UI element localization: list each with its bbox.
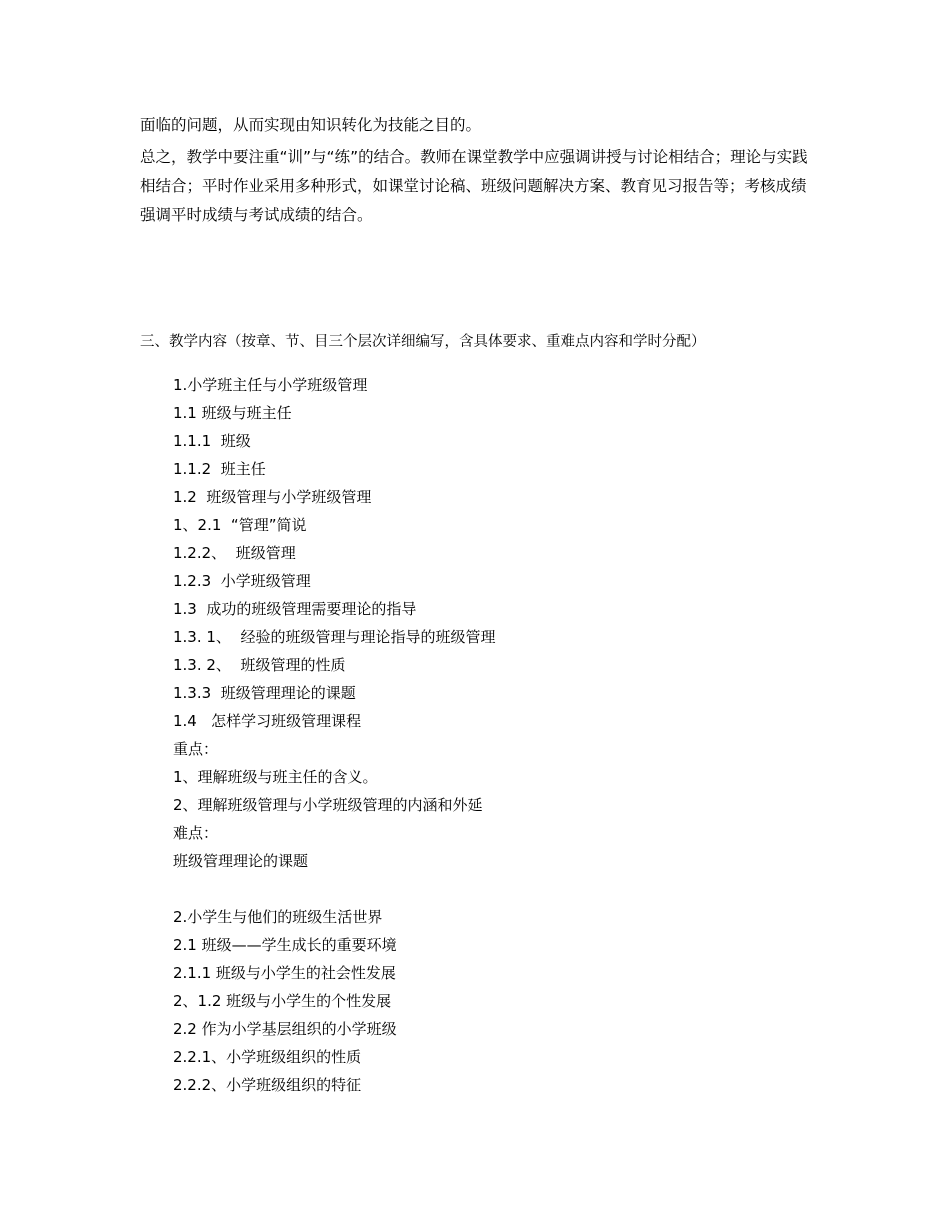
section-heading: 三、教学内容（按章、节、目三个层次详细编写，含具体要求、重难点内容和学时分配） [140,334,706,350]
outline-item: 2.2.1、小学班级组织的性质 [173,1048,362,1066]
outline-item: 2.1.1 班级与小学生的社会性发展 [173,964,396,982]
outline-item: 2、1.2 班级与小学生的个性发展 [173,992,392,1010]
outline-item: 2、理解班级管理与小学班级管理的内涵和外延 [173,796,483,814]
outline-item: 班级管理理论的课题 [173,852,309,870]
intro-paragraph-2: 总之，教学中要注重“训”与“练”的结合。教师在课堂教学中应强调讲授与讨论相结合；理论与实践相结合；平时作业采用多种形式，如课堂讨论稿、班级问题解决方案、教育见习报告等；考核成绩强调平时成绩与考试成绩的结合。 [140,148,808,224]
key-points-label: 重点： [173,740,219,758]
intro-text [140,111,820,233]
outline-item: 1.3 成功的班级管理需要理论的指导 [173,600,417,618]
outline-item: 1、2.1 “管理”简说 [173,516,307,534]
outline-item: 1.1.2 班主任 [173,460,266,478]
blank-line [173,876,813,904]
outline-item: 1.3. 2、 班级管理的性质 [173,656,346,674]
intro-paragraph-1: 面临的问题，从而实现由知识转化为技能之目的。 [140,116,482,134]
course-outline [173,372,813,1100]
difficult-points-label: 难点： [173,824,219,842]
outline-item: 1.1 班级与班主任 [173,404,292,422]
outline-item: 2.1 班级——学生成长的重要环境 [173,936,397,954]
outline-item: 2.小学生与他们的班级生活世界 [173,908,383,926]
outline-item: 1.2 班级管理与小学班级管理 [173,488,372,506]
outline-item: 1.4 怎样学习班级管理课程 [173,712,362,730]
outline-item: 1.3.3 班级管理理论的课题 [173,684,356,702]
outline-item: 2.2.2、小学班级组织的特征 [173,1076,362,1094]
outline-item: 1.小学班主任与小学班级管理 [173,376,368,394]
outline-item: 1、理解班级与班主任的含义。 [173,768,378,786]
outline-item: 1.2.3 小学班级管理 [173,572,311,590]
outline-item: 1.1.1 班级 [173,432,251,450]
outline-item: 1.2.2、 班级管理 [173,544,296,562]
outline-item: 2.2 作为小学基层组织的小学班级 [173,1020,397,1038]
outline-item: 1.3. 1、 经验的班级管理与理论指导的班级管理 [173,628,496,646]
